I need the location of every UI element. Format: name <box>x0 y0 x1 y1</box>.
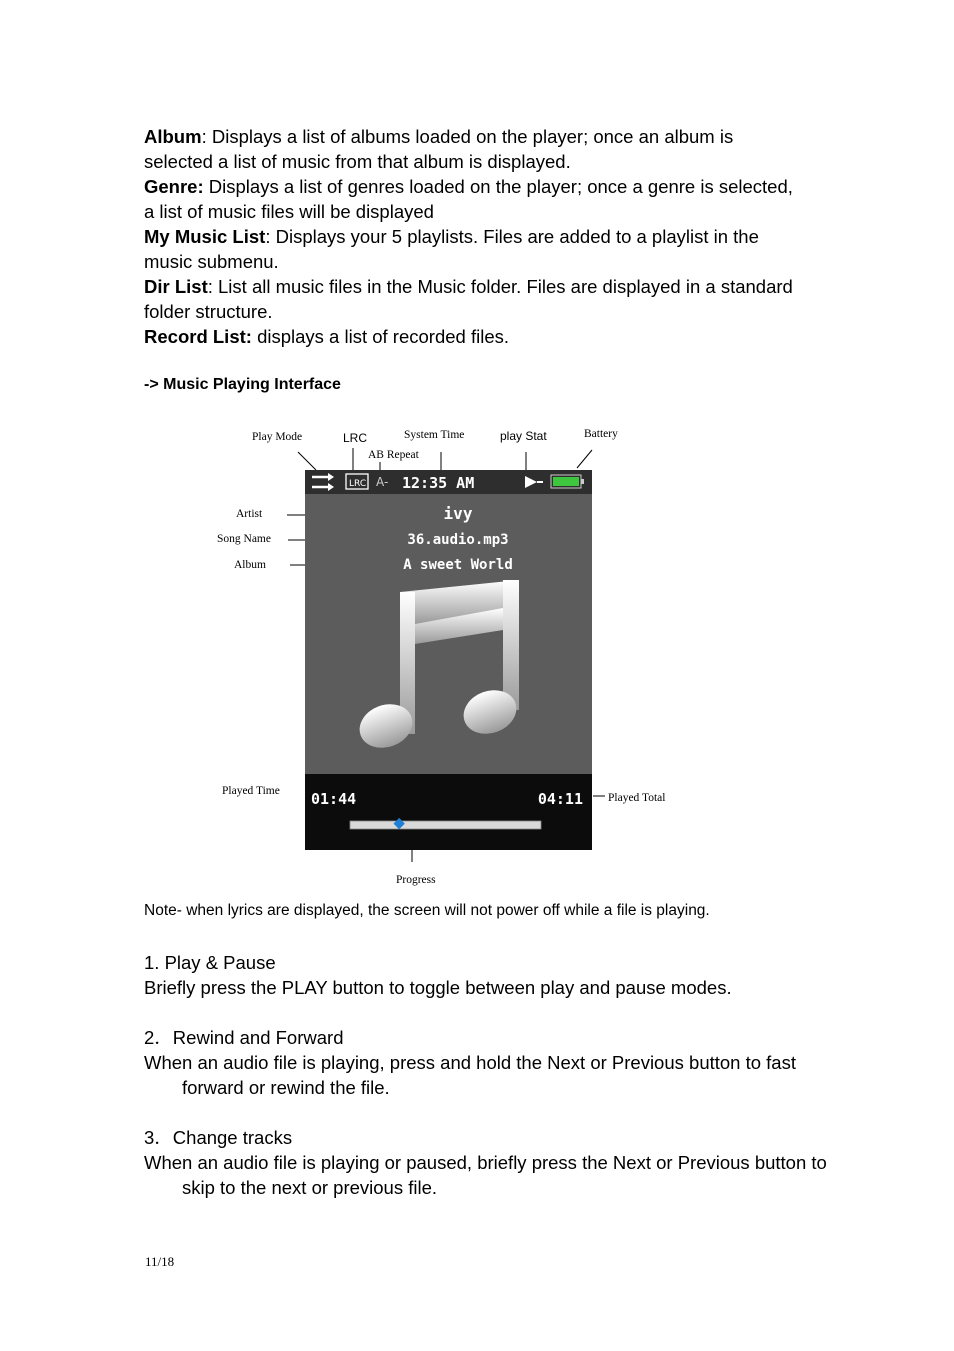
playback-footer <box>305 774 592 850</box>
term: Record List: <box>144 326 252 347</box>
system-clock: 12:35 AM <box>402 474 475 492</box>
step-2-title: 2．Rewind and Forward <box>144 1027 344 1048</box>
callout-progress: Progress <box>396 874 436 886</box>
step-1-body: Briefly press the PLAY button to toggle between play and pause modes. <box>144 977 732 998</box>
total-time: 04:11 <box>537 790 583 808</box>
step-2-body: When an audio file is playing, press and hold the Next or Previous button to fast forward or rewind the file. <box>144 1052 796 1098</box>
ab-repeat-indicator: A- <box>376 475 389 489</box>
definition-genre <box>144 174 804 224</box>
definition-text: Displays a list of albums loaded on the player; once an album is selected a list of music from that album is displayed. <box>144 126 734 172</box>
lyrics-note: Note- when lyrics are displayed, the screen will not power off while a file is playing. <box>144 902 710 919</box>
lrc-badge-label: LRC <box>349 479 367 489</box>
callout-play-mode: Play Mode <box>252 431 303 443</box>
music-playing-interface-figure <box>200 420 700 890</box>
callout-album: Album <box>234 559 266 571</box>
callout-play-stat: play Stat <box>500 429 547 443</box>
callout-played-time: Played Time <box>222 785 280 797</box>
term: My Music List <box>144 226 266 247</box>
callout-artist: Artist <box>236 508 263 520</box>
player-screen <box>305 470 592 850</box>
definition-dir-list: Dir List: List all music files in the Music folder. Files are displayed in a standard folder structure. <box>144 276 793 322</box>
definition-album: Album: Displays a list of albums loaded on the player; once an album is selected a list of music from that album is displayed. <box>144 126 734 172</box>
song-name: 36.audio.mp3 <box>407 532 509 548</box>
section-heading: -> Music Playing Interface <box>144 376 341 393</box>
battery-icon <box>551 475 584 488</box>
callout-lrc: LRC <box>343 431 368 445</box>
term: Album <box>144 126 202 147</box>
term: Dir List <box>144 276 208 297</box>
step-3-body: When an audio file is playing or paused, briefly press the Next or Previous button to skip to the next or previous file. <box>144 1152 827 1198</box>
page-number: 11/18 <box>145 1254 175 1269</box>
album-name: A sweet World <box>403 557 513 573</box>
term: Genre: <box>144 176 204 197</box>
step-1-title: 1. Play & Pause <box>144 952 276 973</box>
definition-text: List all music files in the Music folder. Files are displayed in a standard folder structure. <box>144 276 793 322</box>
definition-text: Displays your 5 playlists. Files are added to a playlist in the music submenu. <box>144 226 759 272</box>
callout-ab-repeat: AB Repeat <box>368 449 419 461</box>
step-3-title: 3．Change tracks <box>144 1127 293 1148</box>
definition-text: Displays a list of genres loaded on the player; once a genre is selected, a list of music files will be displayed <box>144 176 793 222</box>
definition-my-music-list: My Music List: Displays your 5 playlists. Files are added to a playlist in the music submenu. <box>144 226 759 272</box>
callout-played-total: Played Total <box>608 792 666 804</box>
definition-text: displays a list of recorded files. <box>257 326 509 347</box>
progress-track <box>350 821 541 829</box>
artist-name: ivy <box>443 504 473 523</box>
callout-system-time: System Time <box>404 429 465 441</box>
callout-battery: Battery <box>584 428 618 440</box>
callout-song-name: Song Name <box>217 533 271 545</box>
elapsed-time: 01:44 <box>311 790 357 808</box>
definition-record-list <box>144 324 804 349</box>
